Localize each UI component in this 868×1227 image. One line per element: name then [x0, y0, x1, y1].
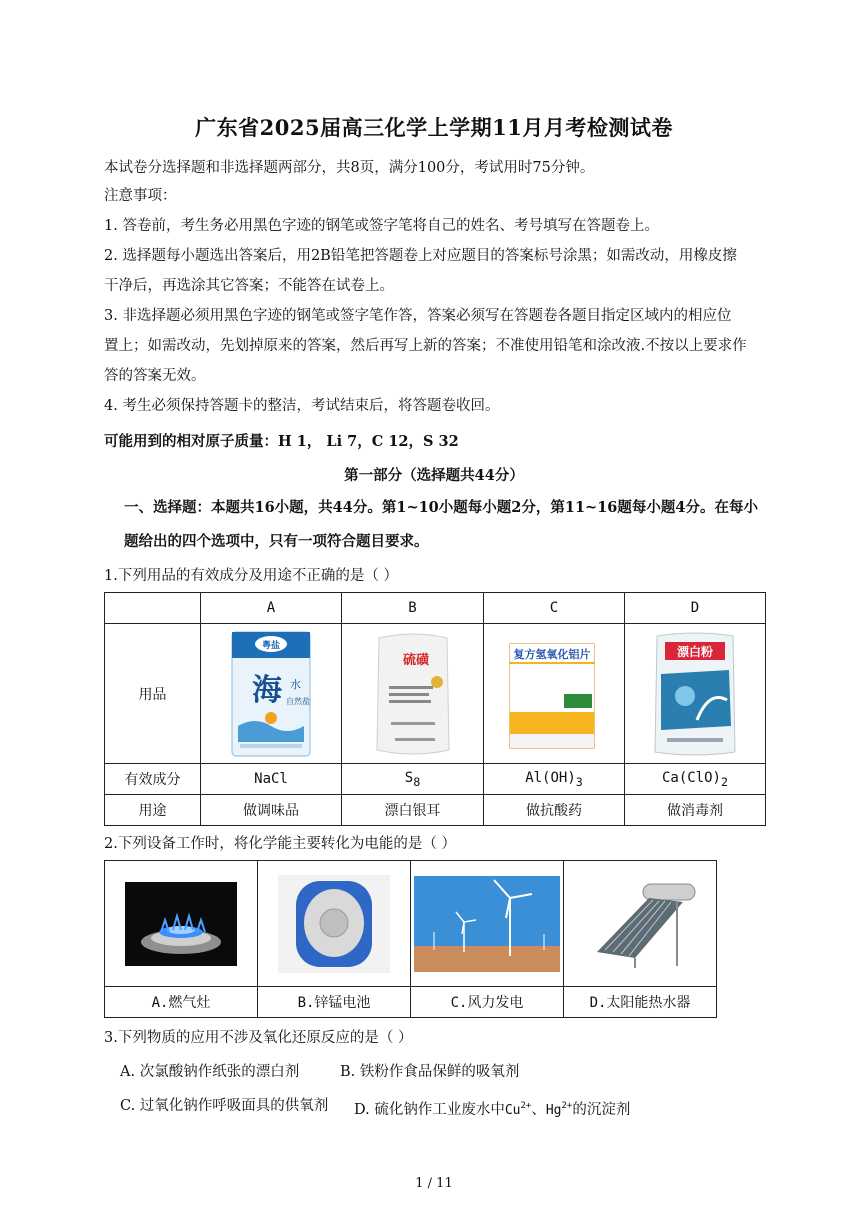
svg-text:复方氢氧化铝片: 复方氢氧化铝片: [513, 647, 591, 661]
question-3-option-d: [354, 1096, 630, 1121]
header-b: B: [342, 593, 484, 624]
component-b-formula: S: [404, 769, 414, 786]
svg-text:海: 海: [252, 672, 282, 708]
notice-3: 3. 非选择题必须用黑色字迹的钢笔或签字笔作答，答案必须写在答题卷各题目指定区域内的相应位: [104, 308, 732, 324]
component-b: [342, 764, 484, 795]
gas-stove-image: [125, 882, 237, 966]
product-c-cell: [484, 624, 625, 764]
question-2-table: [104, 860, 717, 1018]
svg-text:粤盐: 粤盐: [261, 640, 281, 651]
use-b: 漂白银耳: [342, 795, 484, 826]
notice-2-cont: 干净后，再选涂其它答案；不能答在试卷上。: [104, 278, 394, 294]
part-title: 第一部分（选择题共44分）: [344, 467, 524, 484]
table-corner-cell: [105, 593, 201, 624]
use-a: 做调味品: [201, 795, 342, 826]
antacid-box-image: [506, 636, 602, 752]
option-a-label: A.燃气灶: [105, 987, 258, 1018]
option-c-image-cell: [411, 861, 564, 987]
component-c: [484, 764, 625, 795]
svg-text:水: 水: [290, 677, 301, 691]
component-d: [625, 764, 766, 795]
bleaching-powder-bag-image: [647, 630, 743, 758]
question-3-stem: 3.下列物质的应用不涉及氧化还原反应的是（ ）: [104, 1030, 413, 1046]
exam-intro: 本试卷分选择题和非选择题两部分，共8页，满分100分，考试用时75分钟。: [104, 160, 595, 176]
atomic-mass-line: 可能用到的相对原子质量：H 1， Li 7，C 12，S 32: [104, 433, 459, 450]
header-a: A: [201, 593, 342, 624]
option-d-prefix: D. 硫化钠作工业废水中: [354, 1101, 505, 1118]
battery-image: [278, 875, 390, 973]
option-a-image-cell: [105, 861, 258, 987]
section-instructions-1: 一、选择题：本题共16小题，共44分。第1~10小题每小题2分，第11~16题每小题4分。在每小: [124, 499, 758, 516]
notice-4: 4. 考生必须保持答题卡的整洁，考试结束后，将答题卷收回。: [104, 398, 500, 414]
component-b-subscript: 8: [413, 774, 421, 789]
solar-water-heater-image: [579, 876, 701, 972]
header-d: D: [625, 593, 766, 624]
notice-1: 1. 答卷前，考生务必用黑色字迹的钢笔或签字笔将自己的姓名、考号填写在答题卷上。: [104, 218, 659, 234]
header-c: C: [484, 593, 625, 624]
notice-2: 2. 选择题每小题选出答案后，用2B铅笔把答题卷上对应题目的答案标号涂黑；如需改动，用橡皮擦: [104, 248, 737, 264]
notice-3-cont2: 答的答案无效。: [104, 368, 206, 384]
question-1-stem: 1.下列用品的有效成分及用途不正确的是（ ）: [104, 568, 398, 584]
notice-heading: 注意事项：: [104, 188, 177, 204]
row-label-use: 用途: [105, 795, 201, 826]
svg-text:漂白粉: 漂白粉: [676, 644, 714, 659]
option-d-image-cell: [564, 861, 717, 987]
sea-salt-bag-image: [230, 630, 312, 758]
ion-copper: Cu: [504, 1102, 521, 1118]
component-d-formula: Ca(ClO): [661, 769, 721, 786]
component-a-formula: NaCl: [254, 771, 288, 787]
question-1-table: [104, 592, 766, 826]
component-c-formula: Al(OH): [525, 769, 576, 786]
svg-text:硫磺: 硫磺: [402, 652, 429, 668]
ion-mercury-charge: 2+: [561, 1101, 573, 1111]
row-label-component: 有效成分: [105, 764, 201, 795]
component-c-subscript: 3: [575, 774, 583, 789]
question-3-option-c: C. 过氧化钠作呼吸面具的供氧剂: [120, 1098, 329, 1114]
product-a-cell: [201, 624, 342, 764]
row-label-product: 用品: [105, 624, 201, 764]
question-3-option-b: B. 铁粉作食品保鲜的吸氧剂: [340, 1064, 520, 1080]
ion-copper-charge: 2+: [520, 1101, 532, 1111]
section-instructions-2: 题给出的四个选项中，只有一项符合题目要求。: [124, 533, 429, 550]
product-d-cell: [625, 624, 766, 764]
page-number: 1 / 11: [415, 1176, 453, 1191]
wind-turbine-image: [414, 876, 560, 972]
question-2-stem: 2.下列设备工作时，将化学能主要转化为电能的是（ ）: [104, 836, 456, 852]
use-d: 做消毒剂: [625, 795, 766, 826]
question-3-option-a: A. 次氯酸钠作纸张的漂白剂: [120, 1064, 300, 1080]
product-b-cell: [342, 624, 484, 764]
component-a: [201, 764, 342, 795]
option-b-image-cell: [258, 861, 411, 987]
use-c: 做抗酸药: [484, 795, 625, 826]
svg-text:自然盐: 自然盐: [286, 696, 310, 706]
option-d-label: D.太阳能热水器: [564, 987, 717, 1018]
ion-separator: 、: [531, 1101, 546, 1118]
component-d-subscript: 2: [720, 774, 729, 789]
option-c-label: C.风力发电: [411, 987, 564, 1018]
exam-title: 广东省2025届高三化学上学期11月月考检测试卷: [195, 115, 673, 140]
option-d-suffix: 的沉淀剂: [572, 1101, 631, 1118]
ion-mercury: Hg: [545, 1102, 562, 1118]
sulfur-sack-image: [373, 630, 453, 758]
notice-3-cont1: 置上；如需改动，先划掉原来的答案，然后再写上新的答案；不准使用铅笔和涂改液.不按以上要求作: [104, 338, 747, 354]
option-b-label: B.锌锰电池: [258, 987, 411, 1018]
